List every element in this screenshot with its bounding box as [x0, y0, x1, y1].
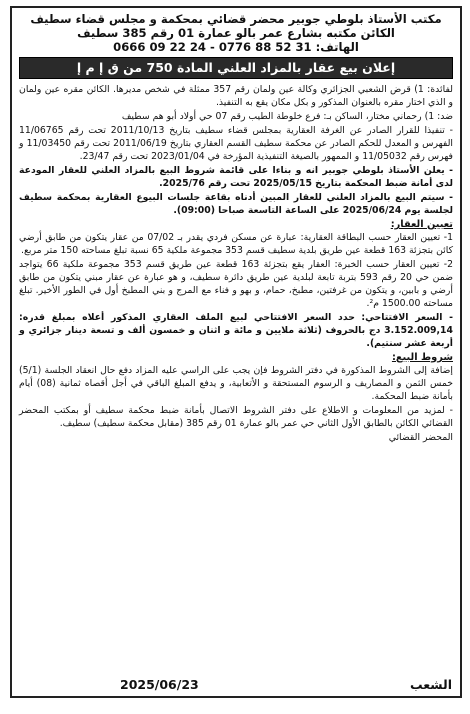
- execution-paragraph: - تنفيذا للقرار الصادر عن الغرفة العقارية بمجلس قضاء سطيف بتاريخ 2011/10/13 تحت رقم 11/06765 الفهرس و المعدل للحكم الصادر عن محكمة سطيف القسم العقاري بتاريخ 2011/06/19 تحت رقم 11/03450 و فهرس رقم 11/05032 و الممهور بالصيغة التنفيذية المؤرخة في 2023/01/04 تحت رقم 23/47.: [19, 125, 453, 162]
- office-name: مكتب الأستاذ بلوطي جوبير محضر قضائي بمحكمة و مجلس قضاء سطيف: [30, 12, 442, 26]
- contact-paragraph: - لمزيد من المعلومات و الاطلاع على دفتر الشروط الاتصال بأمانة ضبط محكمة سطيف أو بمكتب المحضر القضائي الكائن بالطابق الأول الثاني حي عمر بالو عمارة 01 رقم 385 (مقابل محكمة سطيف) سطيف.: [19, 405, 453, 429]
- conditions-paragraph: إضافة إلى الشروط المذكورة في دفتر الشروط فإن يجب على الراسي عليه المزاد دفع حال انعقاد الجلسة (5/1) خمس الثمن و المصاريف و الرسوم المستحقة و الأتعابية، و يدفع المبلغ الباقي في أجل أقصاه ثمانية (08) أيام بأمانة ضبط المحكمة.: [19, 365, 453, 402]
- sale-date-paragraph: - سيتم البيع بالمزاد العلني للعقار المبين أدناه بقاعة جلسات البيوع العقارية بمحكمة سطيف لجلسة يوم 2025/06/24 على الساعة التاسعة صباحا (09:00).: [19, 192, 453, 216]
- phone-numbers: 0666 09 22 24 - 0776 88 52 31: [113, 40, 312, 54]
- opening-price-label: - السعر الافتتاحي:: [361, 312, 453, 323]
- publication-name: الشعب: [410, 677, 452, 692]
- legal-notice: [10, 6, 462, 698]
- creditor-paragraph: لفائدة: 1) قرض الشعبي الجزائري وكالة عين ولمان رقم 357 ممثلة في شخص مديرها. الكائن مقره عين ولمان و الذي اختار مقره بالعنوان المذكور و بكل مكان يقع به التنفيذ.: [19, 84, 454, 108]
- office-address: الكائن مكتبه بشارع عمر بالو عمارة 01 رقم 385 سطيف: [77, 26, 395, 40]
- debtor-paragraph: ضد: 1) رحماني مختار، الساكن بـ: فرع خلوطة الطيب رقم 07 حي أولاد أبو هم سطيف: [121, 111, 453, 122]
- announcement-paragraph: - يعلن الأستاذ بلوطي جوبير انه و بناءا على قائمة شروط البيع بالمزاد العلني للعقار المودعة لدى أمانة ضبط المحكمة بتاريخ 2025/05/15 تحت رقم 2025/76.: [19, 165, 453, 189]
- conditions-section-heading: شروط البيع:: [391, 352, 453, 363]
- publication-footer: [20, 676, 452, 694]
- property-expertise: 2- تعيين العقار حسب الخبرة: العقار يقع بتجزئة 163 قطعة عين طريق قسم 353 مجموعة ملكية 66 يتواجد ضمن حي 20 رقم 593 بتربة تابعة لبلدية عين طريق دائرة سطيف، و هو عبارة عن عقار مبني يتكون من طابق أرضي و بابين، و يتكون من غرفتين، مطبخ، حمام، و بهو و فناء مع المرج و بني المطبخ أول في الطور الأخير. تبلغ مساحته 1500.00 م².: [19, 259, 453, 309]
- phone-label: الهاتف:: [315, 40, 359, 54]
- notice-title-banner: إعلان بيع عقار بالمزاد العلني المادة 750 من ق إ م إ: [19, 57, 453, 79]
- opening-price-text: حدد السعر الافتتاحي لبيع الملف العقاري المذكور أعلاه بمبلغ قدره: 3.152.009,14 دج بالحروف (ثلاثة ملايين و مائة و اثنان و خمسون ألف و تسعة دينار جزائري و أربعة عشر سنتيم).: [19, 312, 453, 349]
- office-header: [19, 12, 453, 54]
- publication-date: 2025/06/23: [120, 677, 199, 692]
- property-section-heading: تعيين العقار:: [390, 219, 453, 230]
- office-phone: [19, 40, 453, 54]
- property-land-registry: 1- تعيين العقار حسب البطاقة العقارية: عبارة عن مسكن فردي يقدر بـ 07/02 من عقار يتكون من طابق أرضي كائن بتجزئة 163 قطعة عين طريق بلدية سطيف قسم 353 مجموعة ملكية 65 نسبة تبلغ مساحته 150 متر مربع.: [19, 232, 453, 256]
- bailiff-signature: المحضر القضائي: [388, 432, 453, 443]
- opening-price-paragraph: [19, 311, 453, 350]
